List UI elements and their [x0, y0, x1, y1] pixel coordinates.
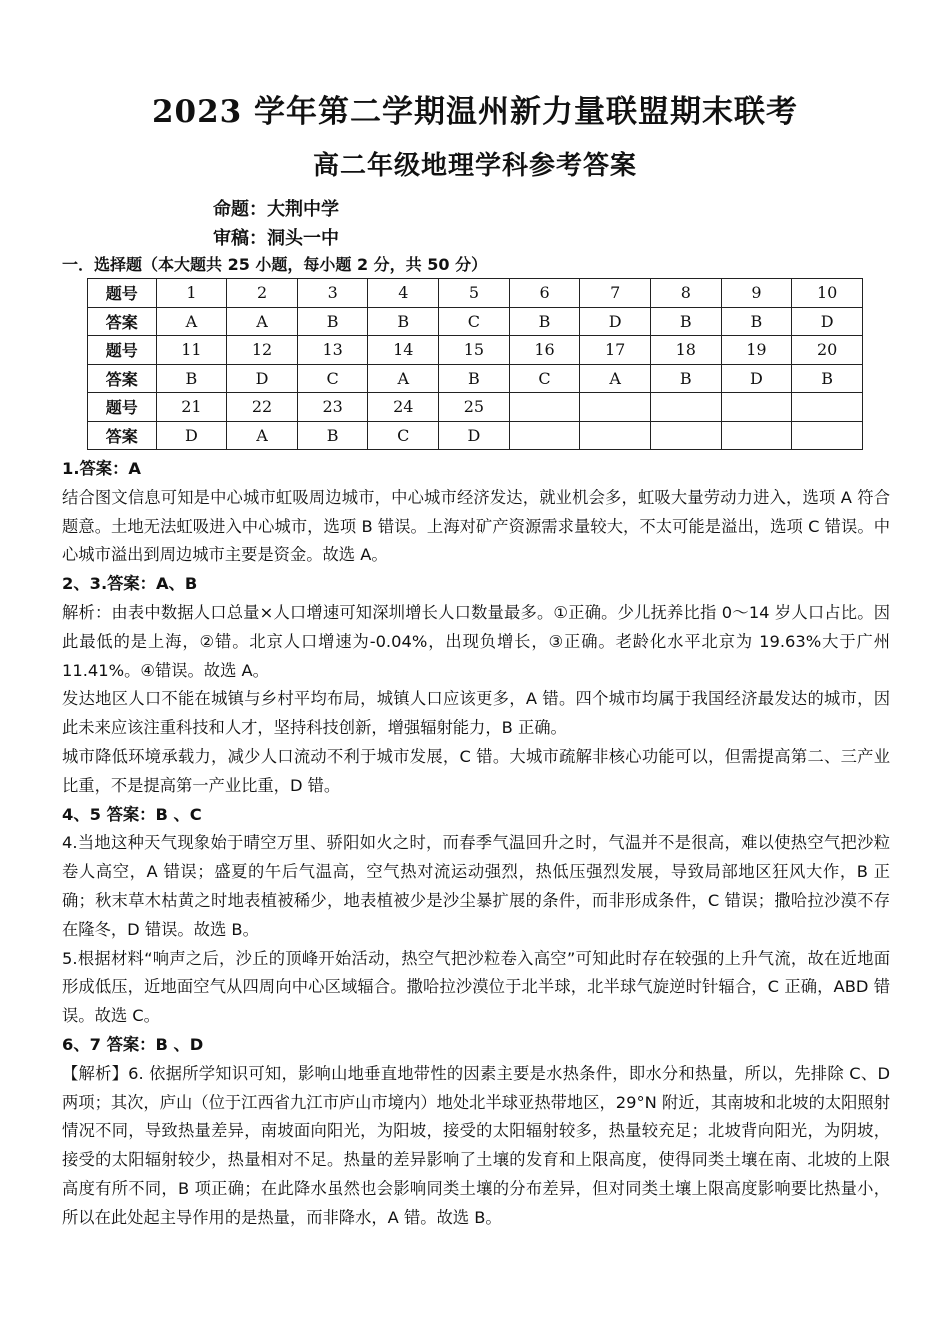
answer-cell: D — [721, 364, 792, 393]
answer-cell: B — [297, 307, 368, 336]
answer-header-q6-7: 6、7 答案：B 、D — [62, 1034, 204, 1054]
answer-cell: A — [156, 307, 227, 336]
answer-label-cell: 答案 — [88, 364, 157, 393]
answer-cell: A — [368, 364, 439, 393]
answer-cell: B — [297, 421, 368, 450]
empty-cell — [792, 393, 863, 422]
question-number-cell: 20 — [792, 336, 863, 365]
answer-row — [88, 364, 863, 393]
question-number-cell: 16 — [509, 336, 580, 365]
answer-cell: B — [368, 307, 439, 336]
exam-subtitle: 高二年级地理学科参考答案 — [312, 151, 637, 181]
answer-header-q2-3: 2、3.答案：A、B — [62, 574, 198, 594]
question-number-cell: 7 — [580, 279, 651, 308]
answer-header-q1: 1.答案：A — [62, 459, 141, 478]
question-number-row — [88, 336, 863, 365]
answer-cell: D — [580, 307, 651, 336]
empty-cell — [580, 393, 651, 422]
question-number-cell: 2 — [227, 279, 298, 308]
answer-cell: B — [721, 307, 792, 336]
explanation-paragraph: 发达地区人口不能在城镇与乡村平均布局，城镇人口应该更多，A 错。四个城市均属于我国经济最发达的城市，因此未来应该注重科技和人才，坚持科技创新，增强辐射能力，B 正确。 — [62, 689, 890, 738]
answer-table — [87, 278, 863, 450]
answer-cell: C — [368, 421, 439, 450]
answer-cell: B — [509, 307, 580, 336]
question-number-cell: 1 — [156, 279, 227, 308]
question-number-row — [88, 393, 863, 422]
question-number-cell: 9 — [721, 279, 792, 308]
explanation-paragraph: 解析：由表中数据人口总量×人口增速可知深圳增长人口数量最多。①正确。少儿抚养比指 0～14 岁人口占比。因此最低的是上海，②错。北京人口增速为-0.04%，出现负增长，③正确。老龄化水平北京为 19.63%大于广州 11.41%。④错误。故选 A。 — [62, 602, 890, 680]
answer-label-cell: 答案 — [88, 307, 157, 336]
answer-cell: B — [156, 364, 227, 393]
empty-cell — [721, 393, 792, 422]
question-number-cell: 15 — [439, 336, 510, 365]
answer-cell: C — [509, 364, 580, 393]
question-number-cell: 23 — [297, 393, 368, 422]
question-label-cell: 题号 — [88, 336, 157, 365]
answer-cell: A — [227, 421, 298, 450]
question-label-cell: 题号 — [88, 279, 157, 308]
answer-cell: C — [439, 307, 510, 336]
answer-cell: B — [650, 307, 721, 336]
question-number-row — [88, 279, 863, 308]
explanation-paragraph: 城市降低环境承载力，减少人口流动不利于城市发展，C 错。大城市疏解非核心功能可以，但需提高第二、三产业比重，不是提高第一产业比重，D 错。 — [62, 746, 890, 795]
question-number-cell: 4 — [368, 279, 439, 308]
exam-title: 2023 学年第二学期温州新力量联盟期末联考 — [151, 94, 799, 130]
reviewer-credit: 审稿：洞头一中 — [213, 228, 339, 249]
question-label-cell: 题号 — [88, 393, 157, 422]
empty-cell — [650, 421, 721, 450]
question-number-cell: 6 — [509, 279, 580, 308]
question-number-cell: 18 — [650, 336, 721, 365]
explanation-paragraph: 4.当地这种天气现象始于晴空万里、骄阳如火之时，而春季气温回升之时，气温并不是很高，难以使热空气把沙粒卷人高空，A 错误；盛夏的午后气温高，空气热对流运动强烈，热低压强烈发展，导致局部地区狂风大作，B 正确；秋末草木枯黄之时地表植被稀少，地表植被少是沙尘暴扩展的条件，而非形成条件，C 错误；撒哈拉沙漠不存在隆冬，D 错误。故选 B。 — [62, 833, 890, 939]
explanation-paragraph: 结合图文信息可知是中心城市虹吸周边城市，中心城市经济发达，就业机会多，虹吸大量劳动力进入，选项 A 符合题意。土地无法虹吸进入中心城市，选项 B 错误。上海对矿产资源需求量较大，不太可能是溢出，选项 C 错误。中心城市溢出到周边城市主要是资金。故选 A。 — [62, 487, 890, 565]
answer-cell: A — [227, 307, 298, 336]
question-number-cell: 17 — [580, 336, 651, 365]
answer-cell: B — [650, 364, 721, 393]
question-number-cell: 5 — [439, 279, 510, 308]
answer-cell: A — [580, 364, 651, 393]
empty-cell — [580, 421, 651, 450]
question-number-cell: 24 — [368, 393, 439, 422]
answer-cell: D — [156, 421, 227, 450]
question-number-cell: 22 — [227, 393, 298, 422]
empty-cell — [650, 393, 721, 422]
question-number-cell: 8 — [650, 279, 721, 308]
question-number-cell: 12 — [227, 336, 298, 365]
answer-cell: D — [792, 307, 863, 336]
question-number-cell: 10 — [792, 279, 863, 308]
question-number-cell: 3 — [297, 279, 368, 308]
question-number-cell: 13 — [297, 336, 368, 365]
question-number-cell: 19 — [721, 336, 792, 365]
question-number-cell: 21 — [156, 393, 227, 422]
author-credit: 命题：大荆中学 — [213, 199, 339, 220]
answer-cell: C — [297, 364, 368, 393]
answer-cell: B — [792, 364, 863, 393]
empty-cell — [792, 421, 863, 450]
answer-row — [88, 307, 863, 336]
empty-cell — [509, 393, 580, 422]
answer-cell: D — [439, 421, 510, 450]
answer-row — [88, 421, 863, 450]
answer-cell: D — [227, 364, 298, 393]
explanations — [62, 455, 890, 1233]
empty-cell — [509, 421, 580, 450]
answer-label-cell: 答案 — [88, 421, 157, 450]
question-number-cell: 14 — [368, 336, 439, 365]
answer-header-q4-5: 4、5 答案：B 、C — [62, 804, 202, 824]
empty-cell — [721, 421, 792, 450]
question-number-cell: 25 — [439, 393, 510, 422]
answer-cell: B — [439, 364, 510, 393]
question-number-cell: 11 — [156, 336, 227, 365]
explanation-paragraph: 5.根据材料“响声之后，沙丘的顶峰开始活动，热空气把沙粒卷入高空”可知此时存在较强的上升气流，故在近地面形成低压，近地面空气从四周向中心区域辐合。撒哈拉沙漠位于北半球，北半球气旋逆时针辐合，C 正确，ABD 错误。故选 C。 — [62, 948, 890, 1026]
explanation-paragraph: 【解析】6. 依据所学知识可知，影响山地垂直地带性的因素主要是水热条件，即水分和热量，所以，先排除 C、D 两项；其次，庐山（位于江西省九江市庐山市境内）地处北半球亚热带地区，29°N 附近，其南坡和北坡的太阳照射情况不同，导致热量差异，南坡面向阳光，为阳坡，接受的太阳辐射较多，热量较充足；北坡背向阳光，为阴坡，接受的太阳辐射较少，热量相对不足。热量的差异影响了土壤的发育和上限高度，使得同类土壤在南、北坡的上限高度有所不同，B 项正确；在此降水虽然也会影响同类土壤的分布差异，但对同类土壤上限高度影响要比热量小，所以在此处起主导作用的是热量，而非降水，A 错。故选 B。 — [62, 1063, 890, 1227]
section-heading: 一．选择题（本大题共 25 小题，每小题 2 分，共 50 分） — [62, 255, 488, 274]
